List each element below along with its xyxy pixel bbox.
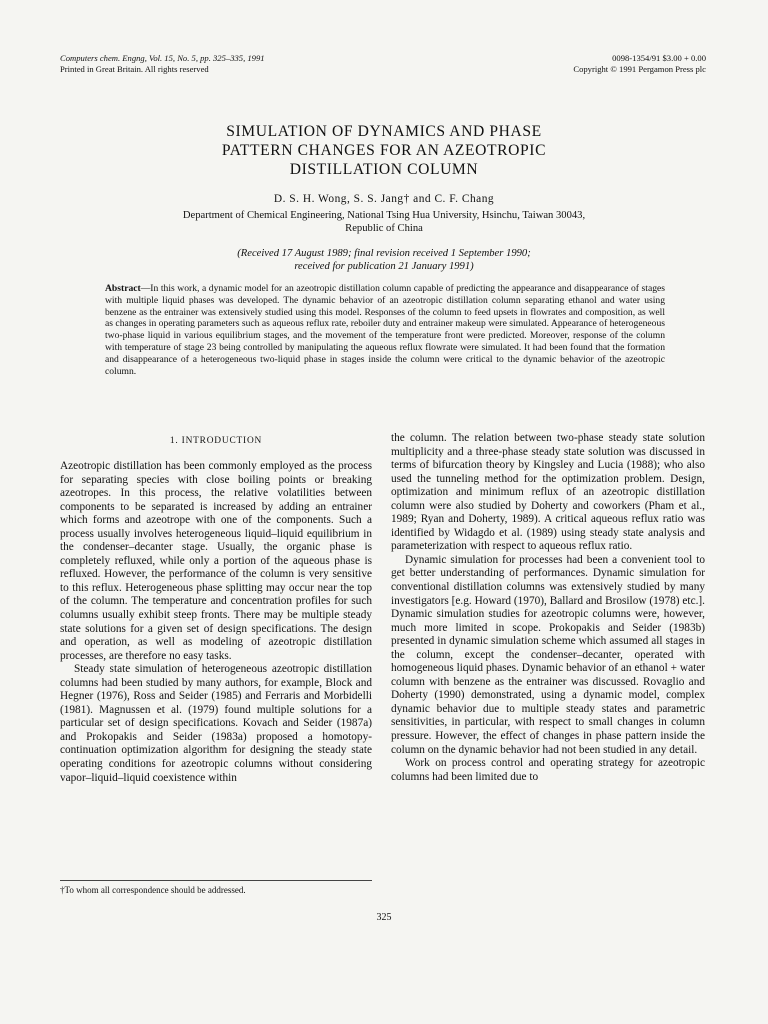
affiliation bbox=[0, 209, 768, 235]
author-list: D. S. H. Wong, S. S. Jang† and C. F. Chang bbox=[273, 193, 495, 205]
body-paragraph: Work on process control and operating strategy for azeotropic columns had been limited due to bbox=[391, 757, 705, 783]
received-line-2: received for publication 21 January 1991) bbox=[294, 261, 474, 272]
body-paragraph: Azeotropic distillation has been commonly employed as the process for separating species with close boiling points or breaking azeotropes. In this process, the relative volatilities between components to be separated is increased by adding an entrainer which forms and azeotrope with one of the components. Such a process usually involves heterogeneous liquid–liquid equilibrium in the condenser–decanter stage. Usually, the organic phase is completely refluxed, while only a portion of the aqueous phase is refluxed. However, the performance of the column is very sensitive to this reflux. Heterogeneous phase splitting may occur near the top of the column. The temperature and concentration profiles for such columns usually exhibit steep fronts. There may be multiple steady state solutions for a given set of design specifications. The design and operation, as well as modeling of azeotropic distillation processes, are therefore no easy tasks. bbox=[60, 460, 372, 662]
copyright-block bbox=[573, 53, 706, 74]
abstract-text: —In this work, a dynamic model for an azeotropic distillation column capable of predicting the appearance and disappearance of stages with multiple liquid phases was developed. The dynamic behavior of an azeotropic distillation column separating ethanol and water using benzene as the entrainer was extensively studied using this model. Responses of the column to feed upsets in flowrates and composition, as well as changes in operating parameters such as aqueous reflux rate, reboiler duty and entrainer makeup were simulated. Appearance of heterogeneous two-phase liquid in various equilibrium stages, and the movement of the temperature front were predicted. Moreover, response of the column with temperature of stage 23 being controlled by manipulating the aqueous reflux flowrate were simulated. It had been found that the formation and disappearance of a heterogeneous two-liquid phase in stages inside the column were critical to the dynamic behavior of the azeotropic column. bbox=[105, 283, 665, 377]
body-paragraph: Dynamic simulation for processes had been a convenient tool to get better understanding of performances. Dynamic simulation for conventional distillation columns was extensively studied by many investigators [e.g. Howard (1970), Ballard and Brosilow (1978) etc.]. Dynamic simulation studies for azeotropic columns were, however, much more limited in scope. Prokopakis and Seider (1983b) presented in dynamic simulation scheme which assumed all stages in the column, except the condenser–decanter, operated with homogeneous liquid phases. Dynamic behavior of an ethanol + water column with benzene as the entrainer was discussed. Rovaglio and Doherty (1990) demonstrated, using a dynamic model, complex dynamic behavior due to multiple steady states and parametric sensitivities, in particular, with respect to small changes in column pressure. However, the effect of changes in phase pattern inside the column on the dynamic behavior had not been studied in any detail. bbox=[391, 553, 705, 756]
title-line-1: SIMULATION OF DYNAMICS AND PHASE bbox=[226, 123, 542, 140]
title-line-2: PATTERN CHANGES FOR AN AZEOTROPIC bbox=[221, 142, 547, 159]
received-line-1: (Received 17 August 1989; final revision received 1 September 1990; bbox=[237, 248, 531, 259]
right-column bbox=[391, 432, 705, 784]
body-paragraph: Steady state simulation of heterogeneous azeotropic distillation columns had been studied by many authors, for example, Block and Hegner (1976), Ross and Seider (1985) and Ferraris and Morbidelli (1981). Magnussen et al. (1979) found multiple solutions for a particular set of design specifications. Kovach and Seider (1987a) and Prokopakis and Seider (1983a) proposed a homotopy-continuation optimization algorithm for designing the steady state operating conditions for azeotropic columns without considering vapor–liquid–liquid coexistence within bbox=[60, 663, 372, 784]
title-line-3: DISTILLATION COLUMN bbox=[289, 161, 479, 178]
copyright-line: Copyright © 1991 Pergamon Press plc bbox=[573, 63, 706, 74]
left-column bbox=[60, 434, 372, 785]
section-heading: 1. INTRODUCTION bbox=[169, 436, 263, 446]
journal-info: Computers chem. Engng, Vol. 15, No. 5, pp. 325–335, 1991 bbox=[60, 53, 265, 63]
page-number: 325 bbox=[376, 912, 392, 923]
abstract bbox=[105, 283, 665, 377]
body-paragraph: the column. The relation between two-phase steady state solution multiplicity and a three-phase steady state solution was discussed in terms of bifurcation theory by Kingsley and Lucia (1988); who also used the tunneling method for the optimization problem. Design, optimization and minimum reflux of an azeotropic distillation column were also studied by Doherty and coworkers (Pham et al., 1989; Ryan and Doherty, 1989). A critical aqueous reflux ratio was identified by Widagdo et al. (1989) using steady state analysis and parameterization with respect to aqueous reflux ratio. bbox=[391, 432, 705, 553]
footnote-rule bbox=[60, 880, 372, 881]
issn-price: 0098-1354/91 $3.00 + 0.00 bbox=[612, 53, 706, 63]
paper-title bbox=[0, 122, 768, 179]
printed-in: Printed in Great Britain. All rights reserved bbox=[60, 63, 209, 74]
journal-citation bbox=[60, 53, 265, 74]
abstract-label: Abstract bbox=[105, 283, 141, 294]
footnote: †To whom all correspondence should be addressed. bbox=[60, 885, 246, 895]
affiliation-line-2: Republic of China bbox=[345, 223, 423, 234]
affiliation-line-1: Department of Chemical Engineering, National Tsing Hua University, Hsinchu, Taiwan 30043, bbox=[182, 210, 586, 221]
received-dates bbox=[0, 247, 768, 273]
